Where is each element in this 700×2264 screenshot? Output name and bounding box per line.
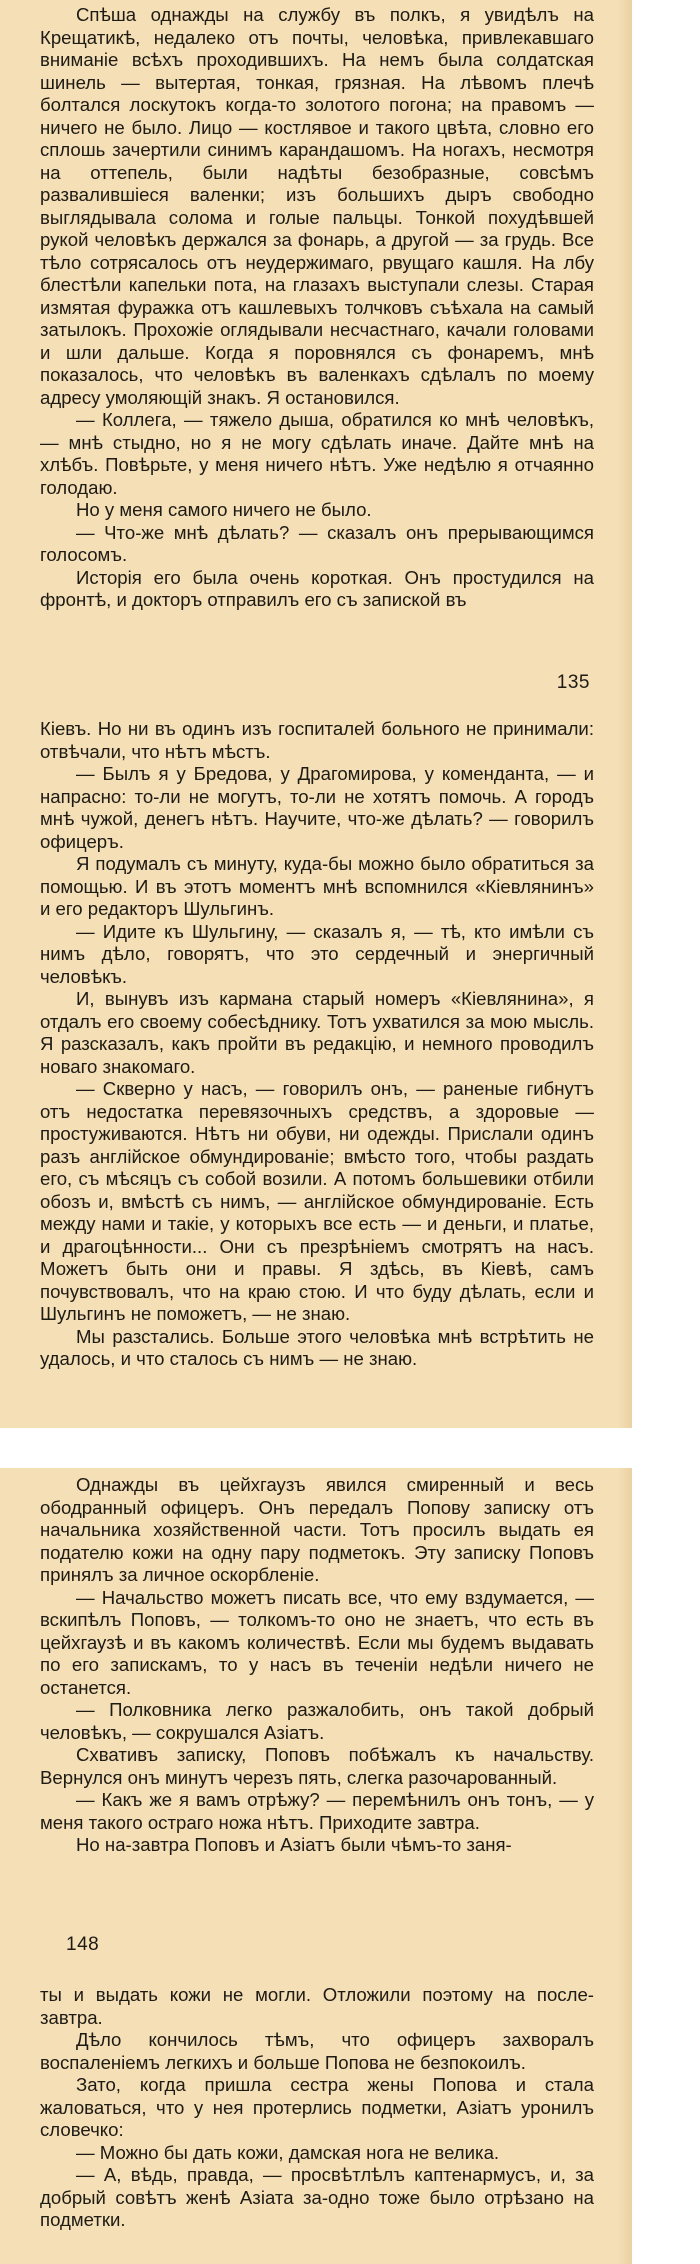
paragraph: Но на-завтра Поповъ и Азіатъ были чѣмъ-то заня- [76,1834,512,1855]
paragraph: — Что-же мнѣ дѣлать? — сказалъ онъ прерывающимся голосомъ. [40,521,594,565]
paragraph: — Можно бы дать кожи, дамская нога не велика. [76,2141,500,2163]
book-page-continuation [0,706,632,1428]
page-text [40,1984,594,2232]
paragraph: Кіевъ. Но ни въ одинъ изъ госпиталей больного не принимали: отвѣчали, что нѣтъ мѣстъ. [40,718,594,762]
book-page-135 [0,0,632,706]
page-text [40,718,594,1371]
page-text [40,4,594,612]
paragraph: И, вынувъ изъ кармана старый номеръ «Кіевлянина», я отдалъ его своему собесѣднику. Тотъ ухватился за мою мысль. Я разсказалъ, какъ пройти въ редакцію, и немного проводилъ новаго знакомаго. [40,988,594,1077]
paragraph: Однажды въ цейхгаузъ явился смиренный и весь ободранный офицеръ. Онъ передалъ Попову записку отъ начальника хозяйственной части. Тотъ просилъ выдать ея подателю кожи на одну пару подметокъ. Эту записку Поповъ принялъ за личное оскорбленіе. [40,1474,594,1585]
page-number: 135 [556,672,590,693]
paragraph: — Былъ я у Бредова, у Драгомирова, у коменданта, — и напрасно: то-ли не могутъ, то-ли не хотятъ помочь. А городъ мнѣ чужой, денегъ нѣтъ. Научите, что-же дѣлать? — говорилъ офицеръ. [40,763,594,852]
paragraph: Схвативъ записку, Поповъ побѣжалъ къ начальству. Вернулся онъ минутъ черезъ пять, слегка разочарованный. [40,1744,594,1788]
paragraph: — Какъ же я вамъ отрѣжу? — перемѣнилъ онъ тонъ, — у меня такого остраго ножа нѣтъ. Приходите завтра. [40,1789,594,1833]
paragraph: Зато, когда пришла сестра жены Попова и стала жаловаться, что у нея протерлись подметки, Азіатъ уронилъ словечко: [40,2074,594,2140]
paragraph: Исторія его была очень короткая. Онъ простудился на фронтѣ, и докторъ отправилъ его съ запиской въ [40,566,594,610]
paragraph: ты и выдать кожи не могли. Отложили поэтому на после-завтра. [40,1984,594,2028]
paragraph: — Скверно у насъ, — говорилъ онъ, — раненые гибнутъ отъ недостатка перевязочныхъ средствъ, а здоровые — простуживаются. Нѣтъ ни обуви, ни одежды. Прислали одинъ разъ англійское обмундированіе; вмѣсто того, чтобы раздать его, съ мѣсяцъ съ собой возили. А потомъ большевики отбили обозъ и, вмѣстѣ съ нимъ, — англійское обмундированіе. Есть между нами и такіе, у которыхъ все есть — и деньги, и платье, и драгоцѣнности... Они съ презрѣніемъ смотрятъ на насъ. Можетъ быть они и правы. Я здѣсь, въ Кіевѣ, самъ почувствовалъ, что на краю стою. И что буду дѣлать, если и Шульгинъ не поможетъ, — не знаю. [40,1078,594,1324]
book-page-continuation [0,1978,632,2264]
paragraph: Я подумалъ съ минуту, куда-бы можно было обратиться за помощью. И въ этотъ моментъ мнѣ вспомнился «Кіевлянинъ» и его редакторъ Шульгинъ. [40,853,594,919]
page-number: 148 [66,1934,100,1955]
page-text [40,1474,594,1857]
paragraph: Мы разстались. Больше этого человѣка мнѣ встрѣтить не удалось, и что сталось съ нимъ — не знаю. [40,1325,594,1369]
paragraph: — Идите къ Шульгину, — сказалъ я, — тѣ, кто имѣли съ нимъ дѣло, говорятъ, что это сердечный и энергичный человѣкъ. [40,920,594,987]
paragraph: Но у меня самого ничего не было. [76,499,372,520]
paragraph: Дѣло кончилось тѣмъ, что офицеръ захворалъ воспаленіемъ легкихъ и больше Попова не безпокоилъ. [40,2029,594,2073]
paragraph: — Коллега, — тяжело дыша, обратился ко мнѣ человѣкъ, — мнѣ стыдно, но я не могу сдѣлать иначе. Дайте мнѣ на хлѣбъ. Повѣрьте, у меня ничего нѣтъ. Уже недѣлю я отчаянно голодаю. [40,409,594,498]
paragraph: — А, вѣдь, правда, — просвѣтлѣлъ каптенармусъ, и, за добрый совѣтъ женѣ Азіата за-одно тоже было отрѣзано на подметки. [40,2164,594,2230]
paragraph: Спѣша однажды на службу въ полкъ, я увидѣлъ на Крещатикѣ, недалеко отъ почты, человѣка, привлекавшаго вниманіе всѣхъ проходившихъ. На немъ была солдатская шинель — вытертая, тонкая, грязная. На лѣвомъ плечѣ болтался лоскутокъ когда-то золотого погона; на правомъ — ничего не было. Лицо — костлявое и такого цвѣта, словно его сплошь зачертили синимъ карандашомъ. На ногахъ, несмотря на оттепель, были надѣты безобразные, совсѣмъ развалившіеся валенки; изъ большихъ дыръ свободно выглядывала солома и голые пальцы. Тонкой похудѣвшей рукой человѣкъ держался за фонарь, а другой — за грудь. Все тѣло сотрясалось отъ неудержимаго, рвущаго кашля. На лбу блестѣли капельки пота, на глазахъ выступали слезы. Старая измятая фуражка отъ кашлевыхъ толчковъ съѣхала на самый затылокъ. Прохожіе оглядывали несчастнаго, качали головами и шли дальше. Когда я поровнялся съ фонаремъ, мнѣ показалось, что человѣкъ въ валенкахъ сдѣлалъ по моему адресу умоляющій знакъ. Я остановился. [40,4,594,408]
paragraph: — Полковника легко разжалобить, онъ такой добрый человѣкъ, — сокрушался Азіатъ. [40,1699,594,1743]
book-page-148 [0,1468,632,1978]
paragraph: — Начальство можетъ писать все, что ему вздумается, — вскипѣлъ Поповъ, — толкомъ-то оно не знаетъ, что есть въ цейхгаузѣ и въ какомъ количествѣ. Если мы будемъ выдавать по его запискамъ, то у насъ въ теченіи недѣли ничего не останется. [40,1586,594,1698]
